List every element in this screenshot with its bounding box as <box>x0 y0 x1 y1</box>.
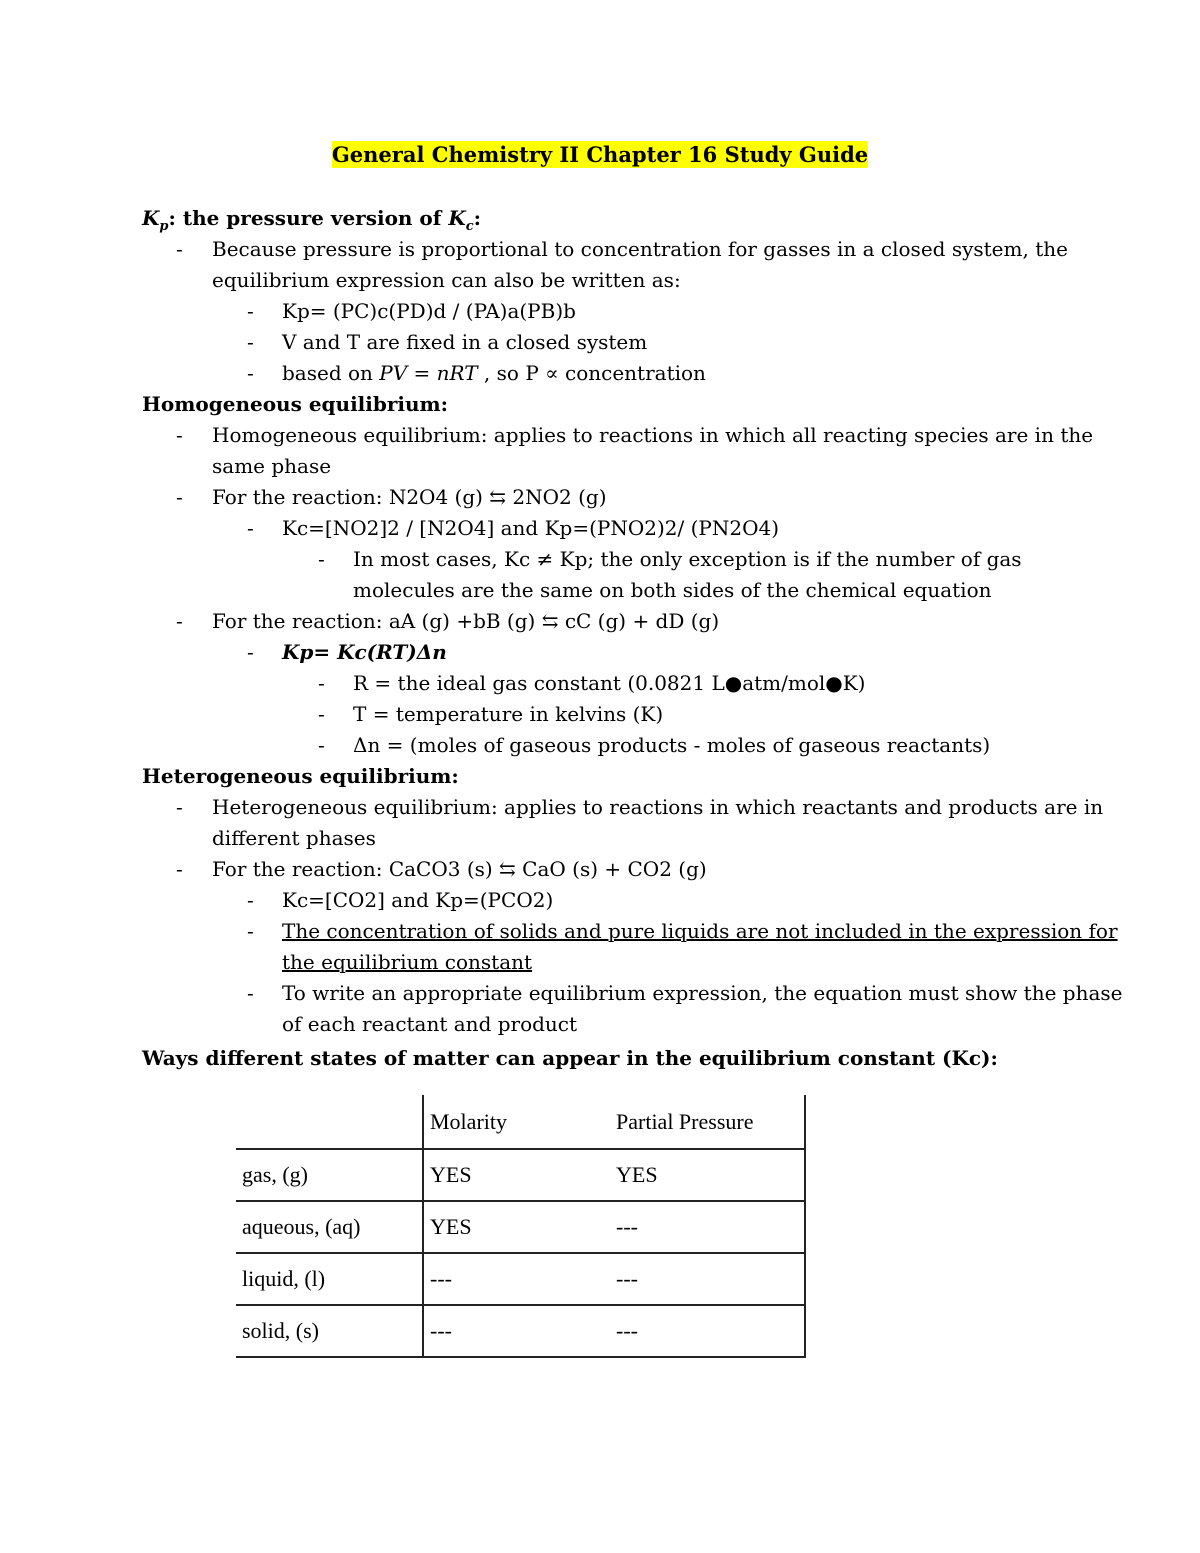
homo-tert-2: R = the ideal gas constant (0.0821 L●atm/mol●K) <box>353 671 866 695</box>
homo-tert-1a: In most cases, Kc ≠ Kp; the only exception is if the number of gas <box>353 547 1022 571</box>
homo-bullet-2: For the reaction: N2O4 (g) ⇆ 2NO2 (g) <box>212 485 607 509</box>
kp-bullet-1a: Because pressure is proportional to concentration for gasses in a closed system, the <box>212 237 1068 261</box>
homo-bullet-3: For the reaction: aA (g) +bB (g) ⇆ cC (g) + dD (g) <box>212 609 720 633</box>
hetero-sub-2a: The concentration of solids and pure liquids are not included in the expression for <box>282 919 1118 943</box>
bullet-dash: - <box>247 516 254 540</box>
homo-sub-2: Kp= Kc(RT)Δn <box>282 640 447 664</box>
bullet-dash: - <box>247 981 254 1005</box>
kp-heading: $K_p$: the pressure version of $K_c$: <box>142 206 482 234</box>
table-cell: aqueous, (aq) <box>236 1201 423 1253</box>
bullet-dash: - <box>176 485 183 509</box>
bullet-dash: - <box>318 733 325 757</box>
states-table <box>236 1095 806 1358</box>
table-cell: solid, (s) <box>236 1305 423 1357</box>
table-cell: --- <box>423 1305 610 1357</box>
homo-tert-1b: molecules are the same on both sides of the chemical equation <box>353 578 992 602</box>
heterogeneous-heading: Heterogeneous equilibrium: <box>142 764 459 788</box>
table-cell: --- <box>610 1201 805 1253</box>
title-text: General Chemistry II Chapter 16 Study Guide <box>331 142 869 167</box>
bullet-dash: - <box>247 919 254 943</box>
table-cell: YES <box>423 1201 610 1253</box>
table-header-cell: Molarity <box>423 1095 610 1149</box>
hetero-bullet-1a: Heterogeneous equilibrium: applies to reactions in which reactants and products are in <box>212 795 1104 819</box>
table-row <box>236 1149 805 1201</box>
hetero-sub-2b: the equilibrium constant <box>282 950 533 974</box>
kp-expression: Kp= (PC)c(PD)d / (PA)a(PB)b <box>282 299 576 323</box>
bullet-dash: - <box>247 361 254 385</box>
kp-bullet-1b: equilibrium expression can also be written as: <box>212 268 681 292</box>
homo-tert-4: Δn = (moles of gaseous products - moles of gaseous reactants) <box>353 733 991 757</box>
hetero-sub-3b: of each reactant and product <box>282 1012 578 1036</box>
table-row <box>236 1305 805 1357</box>
table-cell: --- <box>610 1305 805 1357</box>
table-cell: YES <box>423 1149 610 1201</box>
table-cell: gas, (g) <box>236 1149 423 1201</box>
kp-sub-3: based on PV = nRT , so P ∝ concentration <box>282 361 706 385</box>
hetero-bullet-1b: different phases <box>212 826 376 850</box>
table-cell: liquid, (l) <box>236 1253 423 1305</box>
table-cell: --- <box>610 1253 805 1305</box>
table-row <box>236 1253 805 1305</box>
homo-tert-3: T = temperature in kelvins (K) <box>353 702 664 726</box>
kp-sub-2: V and T are fixed in a closed system <box>282 330 648 354</box>
bullet-dash: - <box>247 330 254 354</box>
table-cell: YES <box>610 1149 805 1201</box>
bullet-dash: - <box>318 547 325 571</box>
bullet-dash: - <box>176 423 183 447</box>
homo-bullet-1a: Homogeneous equilibrium: applies to reactions in which all reacting species are in the <box>212 423 1094 447</box>
bullet-dash: - <box>176 237 183 261</box>
bullet-dash: - <box>247 888 254 912</box>
homo-sub-1: Kc=[NO2]2 / [N2O4] and Kp=(PNO2)2/ (PN2O4) <box>282 516 779 540</box>
hetero-sub-1: Kc=[CO2] and Kp=(PCO2) <box>282 888 554 912</box>
homogeneous-heading: Homogeneous equilibrium: <box>142 392 449 416</box>
table-header-cell: Partial Pressure <box>610 1095 805 1149</box>
bullet-dash: - <box>247 640 254 664</box>
states-heading: Ways different states of matter can appear in the equilibrium constant (Kc): <box>142 1046 998 1070</box>
table-cell: --- <box>423 1253 610 1305</box>
table-row <box>236 1201 805 1253</box>
bullet-dash: - <box>247 299 254 323</box>
bullet-dash: - <box>318 671 325 695</box>
bullet-dash: - <box>176 609 183 633</box>
homo-bullet-1b: same phase <box>212 454 332 478</box>
hetero-sub-3a: To write an appropriate equilibrium expression, the equation must show the phase <box>282 981 1123 1005</box>
table-header-row <box>236 1095 805 1149</box>
table-header-cell <box>236 1095 423 1149</box>
bullet-dash: - <box>176 857 183 881</box>
hetero-bullet-2: For the reaction: CaCO3 (s) ⇆ CaO (s) + CO2 (g) <box>212 857 707 881</box>
page-title <box>0 142 1200 167</box>
bullet-dash: - <box>318 702 325 726</box>
bullet-dash: - <box>176 795 183 819</box>
